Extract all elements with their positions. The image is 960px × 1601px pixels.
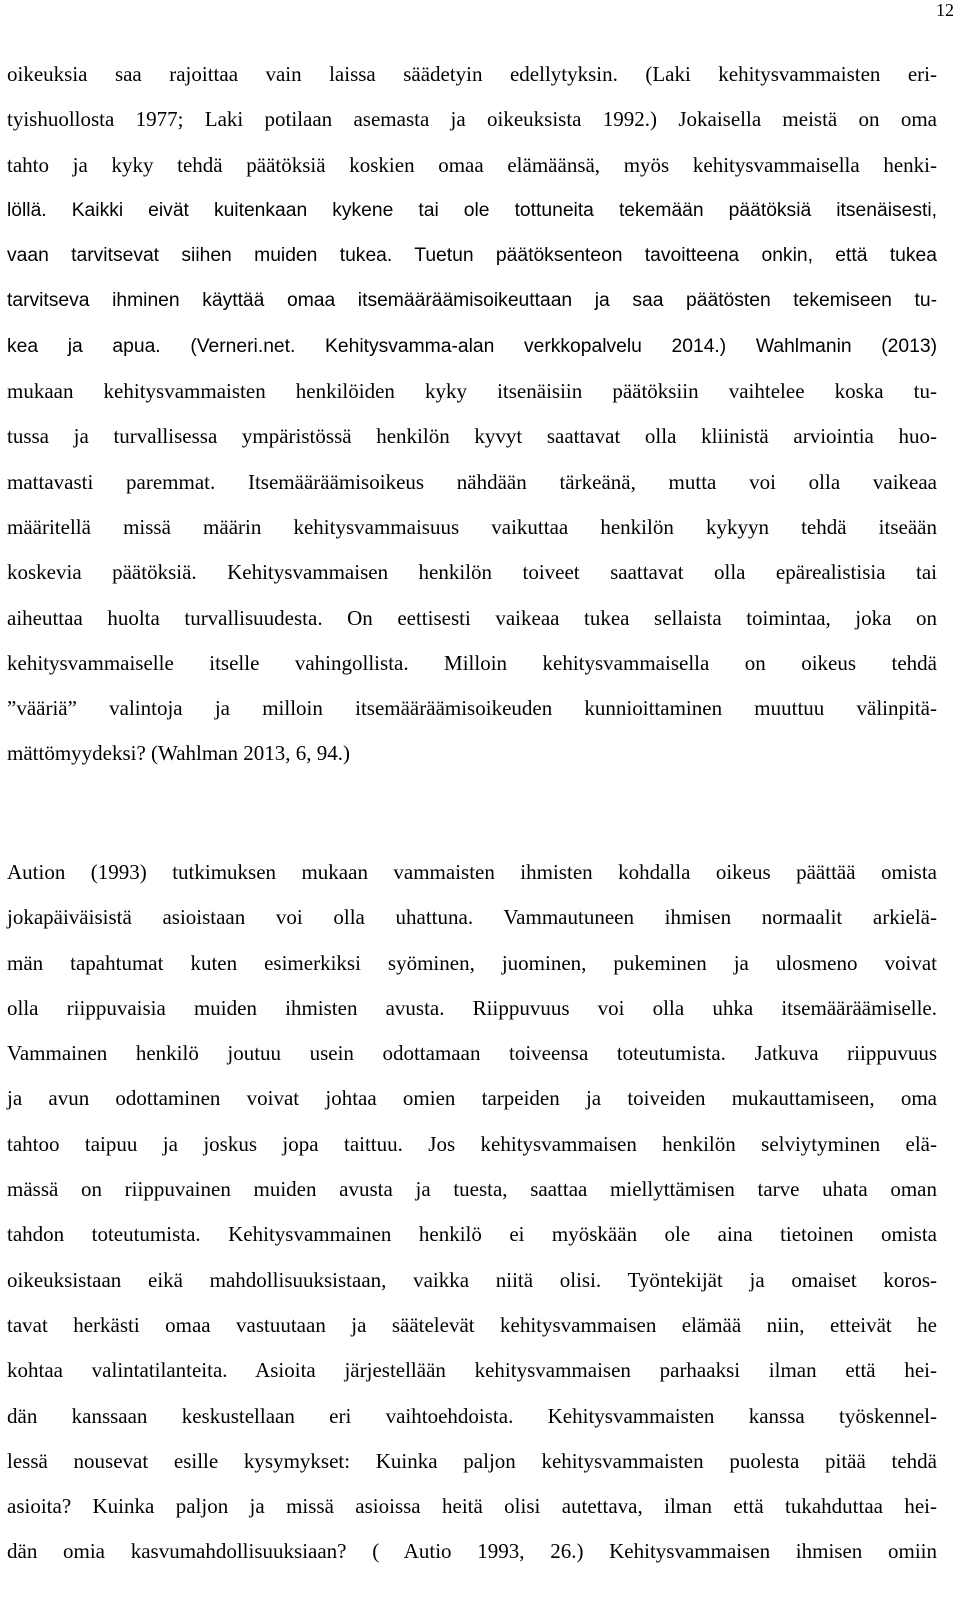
text-line: tarvitseva ihminen käyttää omaa itsemääräämisoikeuttaan ja saa päätösten tekemiseen tu- (7, 290, 937, 312)
text-line: ”vääriä” valintoja ja milloin itsemääräämisoikeuden kunnioittaminen muuttuu välinpitä- (7, 696, 937, 721)
text-line: aiheuttaa huolta turvallisuudesta. On eettisesti vaikeaa tukea sellaista toimintaa, joka on (7, 605, 937, 630)
text-line: lessä nousevat esille kysymykset: Kuinka paljon kehitysvammaisten puolesta pitää tehdä (7, 1448, 937, 1473)
text-line: dän omia kasvumahdollisuuksiaan? ( Autio 1993, 26.) Kehitysvammaisen ihmisen omiin (7, 1539, 937, 1564)
text-line: kohtaa valintatilanteita. Asioita järjestellään kehitysvammaisen parhaaksi ilman että hei- (7, 1358, 937, 1383)
text-line: olla riippuvaisia muiden ihmisten avusta. Riippuvuus voi olla uhka itsemääräämiselle. (7, 995, 937, 1020)
text-line: män tapahtumat kuten esimerkiksi syöminen, juominen, pukeminen ja ulosmeno voivat (7, 950, 937, 975)
text-line: kehitysvammaiselle itselle vahingollista. Milloin kehitysvammaisella on oikeus tehdä (7, 650, 937, 675)
text-line: asioita? Kuinka paljon ja missä asioissa heitä olisi autettava, ilman että tukahduttaa hei- (7, 1494, 937, 1519)
page-number: 12 (936, 0, 954, 20)
text-line: mässä on riippuvainen muiden avusta ja tuesta, saattaa miellyttämisen tarve uhata oman (7, 1177, 937, 1202)
text-line: tahdon toteutumista. Kehitysvammainen henkilö ei myöskään ole aina tietoinen omista (7, 1222, 937, 1247)
text-line: jokapäiväisistä asioistaan voi olla uhattuna. Vammautuneen ihmisen normaalit arkielä- (7, 905, 937, 930)
paragraph-self-determination (7, 52, 937, 777)
text-line: mattavasti paremmat. Itsemääräämisoikeus nähdään tärkeänä, mutta voi olla vaikeaa (7, 469, 937, 494)
text-line: Vammainen henkilö joutuu usein odottamaan toiveensa toteutumista. Jatkuva riippuvuus (7, 1041, 937, 1066)
text-line: dän kanssaan keskustellaan eri vaihtoehdoista. Kehitysvammaisten kanssa työskennel- (7, 1403, 937, 1428)
text-line: mättömyydeksi? (Wahlman 2013, 6, 94.) (7, 741, 350, 766)
text-line: tussa ja turvallisessa ympäristössä henkilön kyvyt saattavat olla kliinistä arviointia huo- (7, 424, 937, 449)
text-line: tahto ja kyky tehdä päätöksiä koskien omaa elämäänsä, myös kehitysvammaisella henki- (7, 152, 937, 177)
text-line: Aution (1993) tutkimuksen mukaan vammaisten ihmisten kohdalla oikeus päättää omista (7, 860, 937, 884)
text-line: koskevia päätöksiä. Kehitysvammaisen henkilön toiveet saattavat olla epärealistisia tai (7, 560, 937, 585)
text-line: tyishuollosta 1977; Laki potilaan asemasta ja oikeuksista 1992.) Jokaisella meistä on oma (7, 107, 937, 132)
text-line: vaan tarvitsevat siihen muiden tukea. Tuetun päätöksenteon tavoitteena onkin, että tukea (7, 245, 937, 267)
text-line: tavat herkästi omaa vastuutaan ja säätelevät kehitysvammaisen elämää niin, etteivät he (7, 1312, 937, 1337)
text-line: oikeuksistaan eikä mahdollisuuksistaan, vaikka niitä olisi. Työntekijät ja omaiset koros- (7, 1267, 937, 1292)
text-line: oikeuksia saa rajoittaa vain laissa säädetyin edellytyksin. (Laki kehitysvammaisten eri- (7, 62, 937, 86)
text-line: ja avun odottaminen voivat johtaa omien tarpeiden ja toiveiden mukauttamiseen, oma (7, 1086, 937, 1111)
paragraph-autio-study (7, 850, 937, 1575)
text-line: tahtoo taipuu ja joskus jopa taittuu. Jos kehitysvammaisen henkilön selviytyminen elä- (7, 1131, 937, 1156)
text-line: mukaan kehitysvammaisten henkilöiden kyky itsenäisiin päätöksiin vaihtelee koska tu- (7, 379, 937, 404)
text-line: löllä. Kaikki eivät kuitenkaan kykene tai ole tottuneita tekemään päätöksiä itsenäisesti, (7, 199, 937, 221)
text-line: määritellä missä määrin kehitysvammaisuus vaikuttaa henkilön kykyyn tehdä itseään (7, 514, 937, 539)
text-line: kea ja apua. (Verneri.net. Kehitysvamma-alan verkkopalvelu 2014.) Wahlmanin (2013) (7, 335, 937, 357)
